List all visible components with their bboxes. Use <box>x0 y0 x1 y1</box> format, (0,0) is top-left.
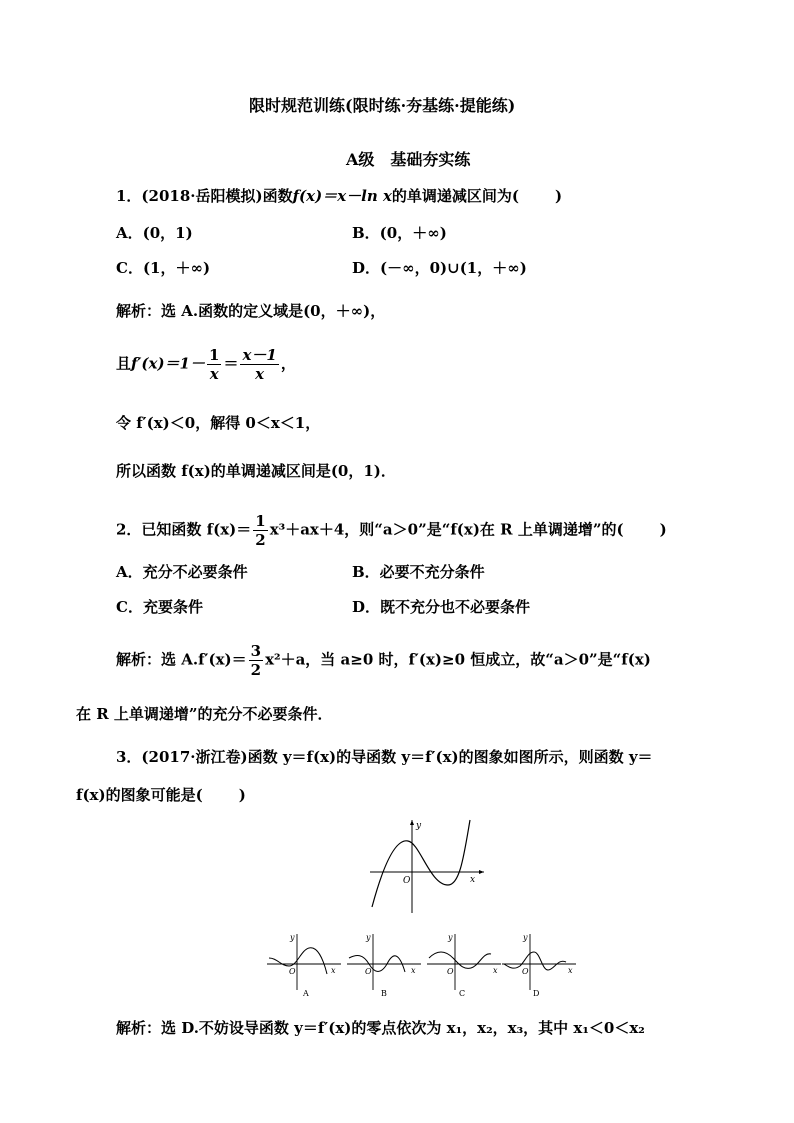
q1-option-d: D．(－∞，0)∪(1，＋∞) <box>352 259 527 277</box>
option-graph-d <box>500 928 580 1000</box>
q2-option-a: A．充分不必要条件 <box>116 563 248 581</box>
q1-option-b: B．(0，＋∞) <box>352 224 447 242</box>
option-b-label: B <box>381 989 387 998</box>
q1-solution-line4: 所以函数 f(x)的单调递减区间是(0，1)． <box>116 462 396 480</box>
q1-stem: 1．(2018·岳阳模拟)函数f(x)＝x－ln x的单调递减区间为( ) <box>116 187 563 205</box>
fraction-1-over-x: $\frac{1}{x}$ <box>209 346 220 383</box>
q2-solution-line1: 解析：选 A.f′(x)＝ $\frac{3}{2}$ x²＋a，当 a≥0 时，f′(x)≥0 恒成立，故“a＞0”是“f(x) <box>116 642 651 679</box>
q1-option-c: C．(1，＋∞) <box>116 259 211 277</box>
option-c-label: C <box>459 989 466 998</box>
option-a-y-label: y <box>290 933 295 942</box>
q3-stem-line2: f(x)的图象可能是( ) <box>76 786 246 804</box>
option-c-x-label: x <box>493 966 498 975</box>
q3-stem-line1: 3．(2017·浙江卷)函数 y＝f(x)的导函数 y＝f′(x)的图象如图所示，则函数 y＝ <box>116 748 653 766</box>
graph-origin-label: O <box>403 876 411 886</box>
option-a-x-label: x <box>331 966 336 975</box>
derivative-graph <box>360 815 490 915</box>
option-a-label: A <box>303 989 309 998</box>
page-title: 限时规范训练(限时练·夯基练·提能练) <box>249 96 516 115</box>
option-d-y-label: y <box>523 933 528 942</box>
graph-y-label: y <box>416 821 422 831</box>
q2-option-b: B．必要不充分条件 <box>352 563 485 581</box>
fraction-one-half: $\frac{1}{2}$ <box>255 512 266 549</box>
option-d-x-label: x <box>568 966 573 975</box>
option-a-origin: O <box>289 967 296 976</box>
q1-solution-line1: 解析：选 A.函数的定义域是(0，＋∞)， <box>116 302 386 320</box>
option-c-origin: O <box>447 967 454 976</box>
option-d-origin: O <box>522 967 529 976</box>
q2-option-d: D．既不充分也不必要条件 <box>352 598 531 616</box>
q2-stem: 2．已知函数 f(x)＝ $\frac{1}{2}$ x³＋ax＋4，则“a＞0”是“f(x)在 R 上单调递增”的( ) <box>116 512 667 549</box>
section-heading: A级 基础夯实练 <box>346 150 471 169</box>
q3-solution: 解析：选 D.不妨设导函数 y＝f′(x)的零点依次为 x₁，x₂，x₃，其中 x₁＜0＜x₂ <box>116 1019 645 1037</box>
option-graph-b <box>345 928 425 1000</box>
option-b-x-label: x <box>411 966 416 975</box>
q2-solution-line2: 在 R 上单调递增”的充分不必要条件． <box>76 705 333 723</box>
q1-solution-line3: 令 f′(x)＜0，解得 0＜x＜1， <box>116 414 321 432</box>
option-graph-c <box>425 928 505 1000</box>
option-c-y-label: y <box>448 933 453 942</box>
option-b-y-label: y <box>366 933 371 942</box>
q1-option-a: A．(0，1) <box>116 224 193 242</box>
q2-option-c: C．充要条件 <box>116 598 203 616</box>
option-b-origin: O <box>365 967 372 976</box>
option-graph-a <box>265 928 345 1000</box>
graph-x-label: x <box>470 875 476 885</box>
fraction-three-halves: $\frac{3}{2}$ <box>250 642 262 679</box>
q1-solution-line2: 且f′(x)＝1－ $\frac{1}{x}$ ＝ $\frac{x-1}{x}$ ， <box>116 346 296 383</box>
option-d-label: D <box>533 989 540 998</box>
fraction-x-minus-1-over-x: $\frac{x-1}{x}$ <box>242 346 277 383</box>
